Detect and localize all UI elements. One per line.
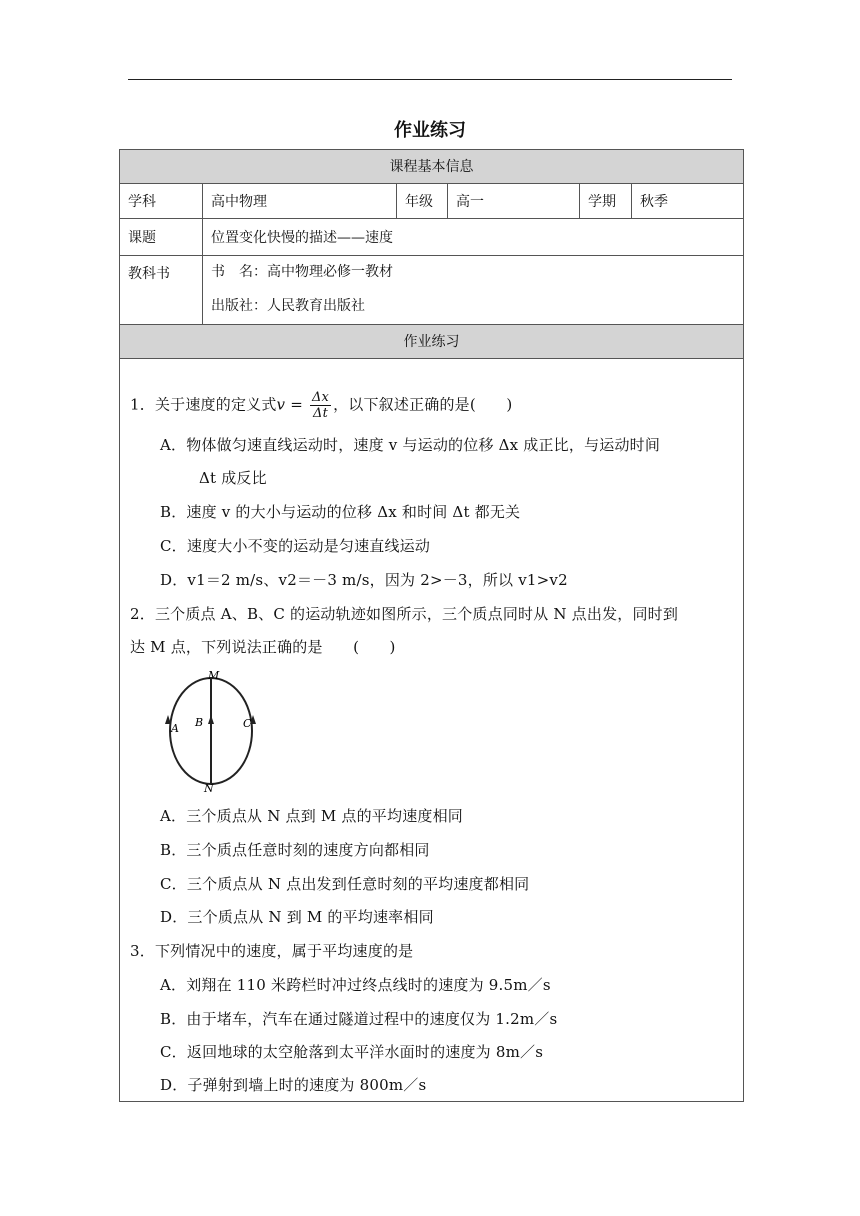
question-1-option-c: C．速度大小不变的运动是匀速直线运动 (160, 537, 431, 555)
question-2-option-d: D．三个质点从 N 到 M 的平均速率相同 (160, 908, 434, 926)
question-3-option-b: B．由于堵车，汽车在通过隧道过程中的速度仅为 1.2m／s (160, 1010, 558, 1028)
grade-label: 年级 (397, 184, 448, 218)
trajectory-diagram (156, 669, 266, 793)
question-3-option-a: A．刘翔在 110 米跨栏时冲过终点线时的速度为 9.5m／s (160, 976, 551, 994)
question-2-option-c: C．三个质点从 N 点出发到任意时刻的平均速度都相同 (160, 875, 530, 893)
path-b-label: B (195, 716, 204, 729)
question-3-option-c: C．返回地球的太空舱落到太平洋水面时的速度为 8m／s (160, 1043, 544, 1061)
table-row-topic (120, 219, 743, 256)
term-value: 秋季 (640, 194, 668, 210)
question-3-option-d: D．子弹射到墙上时的速度为 800m／s (160, 1076, 427, 1094)
point-n-label: N (204, 782, 214, 793)
term-label: 学期 (580, 184, 632, 218)
question-1-option-d: D．v1＝2 m/s、v2＝－3 m/s，因为 2>－3，所以 v1>v2 (160, 571, 568, 589)
point-m-label: M (208, 669, 220, 682)
question-2-option-a: A．三个质点从 N 点到 M 点的平均速度相同 (160, 807, 463, 825)
question-3-stem: 3．下列情况中的速度，属于平均速度的是 (130, 942, 414, 960)
topic-value: 位置变化快慢的描述——速度 (211, 230, 393, 246)
question-1-option-a: A．物体做匀速直线运动时，速度 v 与运动的位移 Δx 成正比，与运动时间 (160, 436, 661, 454)
table-row-textbook (120, 256, 743, 325)
textbook-label: 教科书 (120, 256, 203, 324)
question-2-option-b: B．三个质点任意时刻的速度方向都相同 (160, 841, 430, 859)
topic-label: 课题 (120, 219, 203, 255)
path-c-label: C (243, 717, 252, 730)
grade-value: 高一 (448, 184, 580, 218)
subject-label: 学科 (120, 184, 203, 218)
textbook-details (203, 256, 745, 324)
velocity-formula-fraction: $\frac{\Delta x}{\Delta t}$ (311, 390, 330, 421)
book-name-line: 书 名：高中物理必修一教材 (211, 264, 393, 280)
table-header-practice: 作业练习 (120, 325, 743, 359)
document-title: 作业练习 (394, 120, 466, 141)
table-row-subject (120, 184, 743, 219)
publisher-line: 出版社：人民教育出版社 (211, 298, 365, 314)
question-1-option-a-cont: Δt 成反比 (199, 469, 267, 487)
header-rule (128, 79, 732, 80)
path-a-label: A (171, 722, 179, 735)
subject-value: 高中物理 (203, 184, 397, 218)
formula-lhs: v (276, 395, 286, 414)
question-2-stem-line1: 2．三个质点 A、B、C 的运动轨迹如图所示，三个质点同时从 N 点出发，同时到 (130, 605, 679, 623)
question-1-option-b: B．速度 v 的大小与运动的位移 Δx 和时间 Δt 都无关 (160, 503, 521, 521)
question-2-stem-line2: 达 M 点，下列说法正确的是 ( ) (130, 638, 396, 656)
question-1-stem: 1．关于速度的定义式v = $\frac{\Delta x}{\Delta t}$ ，以下叙述正确的是( ) (130, 390, 513, 421)
table-header-course-info: 课程基本信息 (120, 150, 743, 184)
